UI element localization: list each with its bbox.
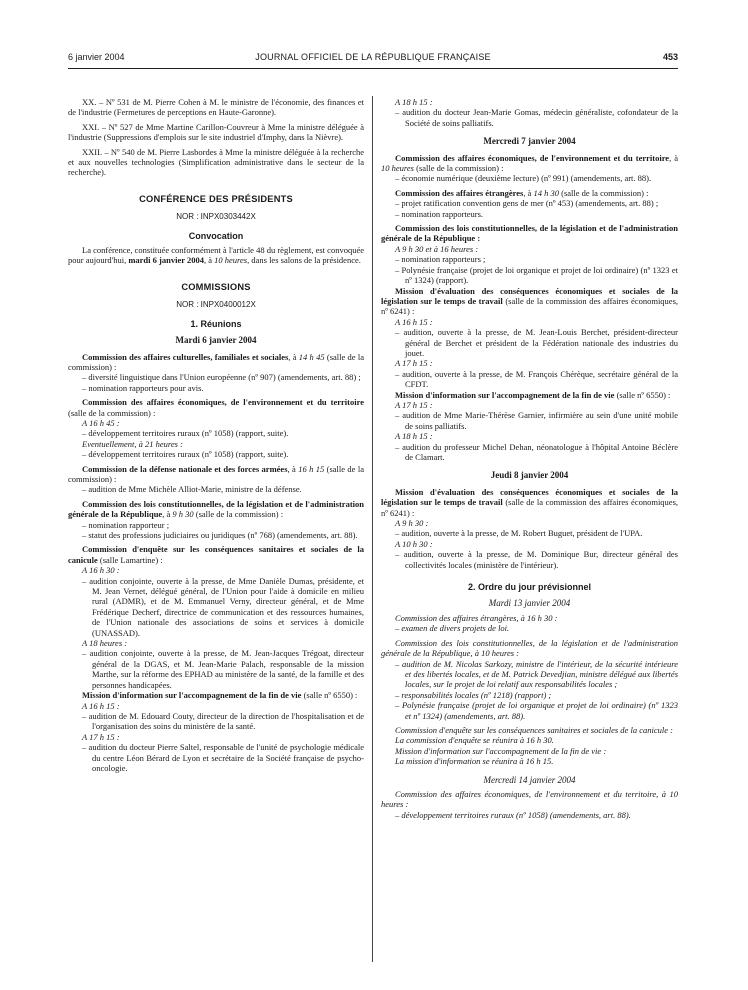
agenda-item: – développement territoires ruraux (nº 1058) (amendements, art. 88).	[395, 809, 631, 820]
page-number: 453	[662, 52, 678, 62]
agenda-item: – audition, ouverte à la presse, de M. Jean-Louis Berchet, président-directeur général de Berchet et président de la Fédération nationale des industries du jouet.	[395, 327, 678, 358]
commission-entry: Mission d'évaluation des conséquences économiques et sociales de la législation sur le temps de travail (salle de la commission des affaires économiques, nº 6241) :	[381, 285, 679, 317]
time-label: A 17 h 15 :	[395, 399, 433, 410]
agenda-item: – audition, ouverte à la presse, de M. François Chérèque, secrétaire général de la CFDT.	[395, 368, 678, 390]
time-label: A 16 h 45 :	[82, 417, 120, 428]
agenda-item: – nomination rapporteurs.	[395, 208, 484, 219]
commission-entry: Mission d'information sur l'accompagnement de la fin de vie (salle nº 6550) :	[82, 690, 358, 701]
commission-entry: Commission d'enquête sur les conséquences sanitaires et sociales de la canicule (salle Lamartine) :	[68, 544, 364, 565]
agenda-item: – audition conjointe, ouverte à la presse, de M. Jean-Jacques Trégoat, directeur général de la DGAS, et M. Jean-Marie Palach, responsable de la mission Marthe, sur la réforme des EPHAD au ministère de la santé, de la famille et des personnes handicapées.	[82, 648, 364, 690]
day-heading: Mercredi 14 janvier 2004	[483, 774, 576, 785]
time-label: A 16 h 15 :	[82, 700, 120, 711]
commission-entry: Commission d'enquête sur les conséquences sanitaires et sociales de la canicule :	[395, 724, 673, 735]
agenda-item: – responsabilités locales (nº 1218) (rapport) ;	[395, 689, 552, 700]
agenda-item: – économie numérique (deuxième lecture) (nº 991) (amendements, art. 88).	[395, 173, 652, 184]
nor-reference: NOR : INPX0400012X	[176, 300, 256, 310]
commission-entry: Mission d'information sur l'accompagnement de la fin de vie (salle nº 6550) :	[395, 389, 671, 400]
page-header	[68, 52, 678, 66]
agenda-note: La commission d'enquête se réunira à 16 h 30.	[395, 735, 554, 746]
commission-entry: Commission des affaires économiques, de l'environnement et du territoire, à 10 heures :	[381, 788, 678, 810]
agenda-item: – développement territoires ruraux (nº 1058) (rapport, suite).	[82, 449, 289, 460]
time-label: A 9 h 30 et à 16 heures :	[395, 243, 479, 254]
agenda-item: – développement territoires ruraux (nº 1058) (rapport, suite).	[82, 428, 289, 439]
time-label: A 10 h 30 :	[395, 538, 433, 549]
agenda-item: – diversité linguistique dans l'Union européenne (nº 907) (amendements, art. 88) ;	[82, 372, 361, 383]
subheading-ordre-du-jour: 2. Ordre du jour prévisionnel	[467, 582, 592, 593]
agenda-item: – nomination rapporteurs ;	[395, 254, 486, 265]
commission-entry: Commission des affaires culturelles, familiales et sociales, à 14 h 45 (salle de la commission) :	[68, 351, 364, 372]
subheading-reunions: 1. Réunions	[190, 318, 242, 329]
commission-entry: Commission des lois constitutionnelles, de la législation et de l'administration générale de la République, à 10 heures :	[381, 637, 678, 659]
commission-entry: Commission de la défense nationale et des forces armées, à 16 h 15 (salle de la commission) :	[68, 463, 364, 484]
time-label: A 17 h 15 :	[395, 358, 433, 369]
commission-entry: Commission des lois constitutionnelles, de la législation et de l'administration générale de la République, à 9 h 30 (salle de la commission) :	[68, 498, 364, 520]
agenda-item: – audition de Mme Michèle Alliot-Marie, ministre de la défense.	[82, 484, 302, 495]
commission-entry: Commission des lois constitutionnelles, de la législation et de l'administration générale de la République :	[381, 223, 678, 244]
time-label: A 18 h 15 :	[395, 97, 433, 107]
time-label: A 18 h 15 :	[395, 431, 433, 442]
day-heading: Mardi 13 janvier 2004	[488, 598, 571, 609]
header-date: 6 janvier 2004	[68, 52, 125, 62]
header-title: JOURNAL OFFICIEL DE LA RÉPUBLIQUE FRANÇAISE	[255, 52, 491, 62]
time-label: A 9 h 30 :	[395, 518, 429, 529]
nor-reference: NOR : INPX0303442X	[176, 212, 256, 222]
commission-entry: Commission des affaires étrangères, à 14 h 30 (salle de la commission) :	[395, 187, 649, 198]
time-label: A 16 h 30 :	[82, 565, 120, 576]
time-label: Eventuellement, à 21 heures :	[82, 438, 183, 449]
agenda-item: – audition, ouverte à la presse, de M. Dominique Bur, directeur général des collectivités locales (ministère de l'intérieur).	[395, 549, 678, 570]
agenda-item: – Polynésie française (projet de loi organique et projet de loi ordinaire) (nº 1323 et nº 1324) (rapport).	[395, 264, 678, 286]
subheading-convocation: Convocation	[188, 230, 244, 241]
commission-entry: Commission des affaires économiques, de l'environnement et du territoire, à 10 heures (salle de la commission) :	[381, 152, 679, 174]
agenda-item: – projet ratification convention gens de mer (nº 453) (amendements, art. 88) ;	[395, 198, 659, 209]
day-heading: Mardi 6 janvier 2004	[175, 335, 257, 346]
section-heading-commissions: COMMISSIONS	[181, 281, 251, 292]
agenda-item: – audition du docteur Jean-Marie Gomas, médecin généraliste, cofondateur de la Société de soins palliatifs.	[395, 107, 678, 128]
left-column	[68, 97, 364, 773]
day-heading: Jeudi 8 janvier 2004	[490, 470, 569, 481]
agenda-item: – audition de M. Edouard Couty, directeur de la direction de l'hospitalisation et de l'organisation des soins du ministère de la santé.	[82, 710, 364, 732]
agenda-item: – audition du professeur Michel Dehan, néonatologue à l'hôpital Antoine Béclère de Clamart.	[395, 441, 678, 462]
commission-entry: Commission des affaires économiques, de l'environnement et du territoire (salle de la commission) :	[68, 397, 364, 418]
header-rule	[68, 68, 678, 69]
agenda-item: – audition de Mme Marie-Thérèse Garnier, infirmière au sein d'une unité mobile de soins palliatifs.	[395, 410, 678, 431]
agenda-item: – audition de M. Nicolas Sarkozy, ministre de l'intérieur, de la sécurité intérieure et des libertés locales, et de M. Patrick Devedjian, ministre délégué aux libertés locales, sur le projet de loi relatif aux responsabilités locales ;	[395, 658, 678, 690]
question-xxii: XXII. – Nº 540 de M. Pierre Lasbordes à Mme la ministre déléguée à la recherche et aux nouvelles technologies (Simplification administrative dans le secteur de la recherche).	[68, 146, 364, 178]
agenda-item: – nomination rapporteur ;	[82, 519, 170, 530]
agenda-item: – nomination rapporteurs pour avis.	[82, 382, 204, 393]
question-xx: XX. – Nº 531 de M. Pierre Cohen à M. le ministre de l'économie, des finances et de l'industrie (Fermetures de perceptions en Haute-Garonne).	[68, 97, 364, 118]
agenda-item: – statut des professions judiciaires ou juridiques (nº 768) (amendements, art. 88).	[82, 530, 358, 540]
agenda-item: – Polynésie française (projet de loi organique et projet de loi ordinaire) (nº 1323 et nº 1324) (amendements, art. 88).	[395, 700, 678, 721]
time-label: A 17 h 15 :	[82, 731, 120, 742]
agenda-item: – audition, ouverte à la presse, de M. Robert Buguet, président de l'UPA.	[395, 528, 643, 539]
day-heading: Mercredi 7 janvier 2004	[483, 136, 576, 147]
time-label: A 16 h 15 :	[395, 316, 433, 327]
time-label: A 18 heures :	[82, 638, 128, 649]
column-divider	[372, 96, 373, 962]
agenda-note: La mission d'information se réunira à 16 h 15.	[395, 756, 554, 767]
right-column	[381, 97, 678, 820]
section-heading-conference: CONFÉRENCE DES PRÉSIDENTS	[139, 193, 293, 204]
commission-entry: Mission d'information sur l'accompagnement de la fin de vie :	[395, 745, 607, 756]
agenda-item: – audition du docteur Pierre Saltel, responsable de l'unité de psychologie médicale du centre Léon Bérard de Lyon et secrétaire de la Société française de psycho-oncologie.	[82, 742, 364, 773]
agenda-item: – audition conjointe, ouverte à la presse, de Mme Danièle Dumas, présidente, et M. Jean Vernet, délégué général, de l'Union pour l'aide à domicile en milieu rural (ADMR), et de M. Emmanuel Verny, directeur général, et de Mme Frédérique Decherf, directrice de communication et des ressources humaines, de l'Union nationale des associations de soins et services à domicile (UNASSAD).	[82, 575, 364, 638]
convocation-text: La conférence, constituée conformément à l'article 48 du règlement, est convoquée pour aujourd'hui, mardi 6 janvier 2004, à 10 heures, dans les salons de la présidence.	[68, 245, 364, 266]
agenda-item: – examen de divers projets de loi.	[395, 623, 510, 634]
commission-entry: Mission d'évaluation des conséquences économiques et sociales de la législation sur le temps de travail (salle de la commission des affaires économiques, nº 6241) :	[381, 486, 679, 518]
question-xxi: XXI. – Nº 527 de Mme Martine Carillon-Couvreur à Mme la ministre déléguée à l'industrie (Suppressions d'emplois sur le site industriel d'Imphy, dans la Nièvre).	[68, 121, 364, 143]
commission-entry: Commission des affaires étrangères, à 16 h 30 :	[395, 612, 558, 623]
